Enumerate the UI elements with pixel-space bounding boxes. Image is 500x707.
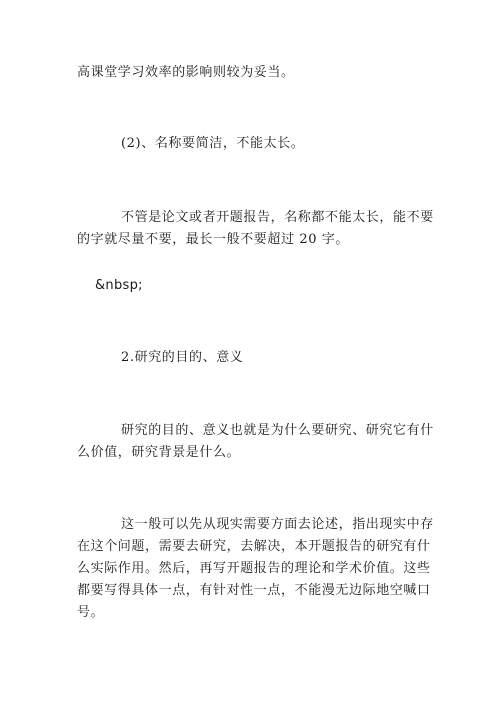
paragraph-line: 么价值，研究背景是什么。 bbox=[77, 445, 241, 460]
paragraph-line: 号。 bbox=[77, 605, 105, 620]
paragraph-line: 在这个问题，需要去研究，去解决，本开题报告的研究有什 bbox=[77, 539, 431, 554]
paragraph-line: 研究的目的、意义也就是为什么要研究、研究它有什 bbox=[121, 423, 434, 438]
section-heading-purpose: 2.研究的目的、意义 bbox=[121, 350, 244, 365]
paragraph-line: 这一般可以先从现实需要方面去论述，指出现实中存 bbox=[121, 517, 434, 532]
paragraph-line: 的字就尽量不要，最长一般不要超过 20 字。 bbox=[77, 232, 350, 247]
section-heading-name: (2)、名称要简洁，不能太长。 bbox=[121, 136, 305, 151]
paragraph-line: 么实际作用。然后，再写开题报告的理论和学术价值。这些 bbox=[77, 561, 431, 576]
paragraph-line: 都要写得具体一点，有针对性一点，不能漫无边际地空喊口 bbox=[77, 583, 431, 598]
paragraph-line: 高课堂学习效率的影响则较为妥当。 bbox=[77, 65, 295, 80]
paragraph-line: 不管是论文或者开题报告，名称都不能太长，能不要 bbox=[121, 210, 434, 225]
nbsp-text: &nbsp; bbox=[95, 278, 143, 293]
